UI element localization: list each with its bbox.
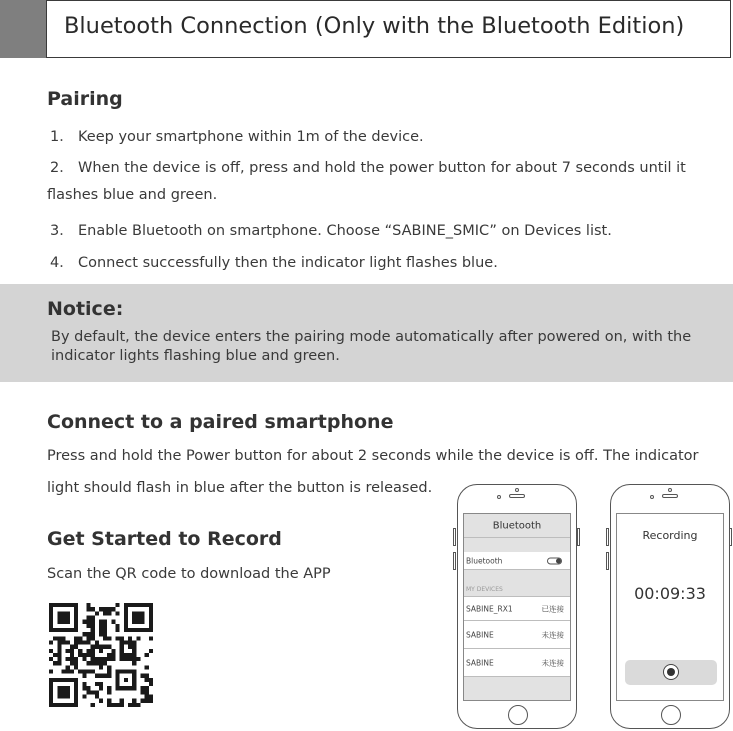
step-text: Keep your smartphone within 1m of the device.: [78, 129, 424, 145]
connect-heading: Connect to a paired smartphone: [47, 411, 394, 433]
phone-bluetooth: [457, 484, 577, 729]
screen-title-bar: [464, 514, 570, 538]
step-number: 2．: [50, 160, 74, 176]
step-text: Connect successfully then the indicator light flashes blue.: [78, 255, 498, 271]
step-number: 4．: [50, 255, 74, 271]
phone-side-button: [577, 528, 580, 546]
record-dot-icon: [667, 668, 675, 676]
screen-title: Bluetooth: [492, 520, 542, 531]
bluetooth-toggle-switch[interactable]: [547, 557, 562, 564]
qr-code: [49, 603, 153, 707]
recording-timer: 00:09:33: [634, 584, 706, 603]
connect-text-line-1: Press and hold the Power button for about 2 seconds while the device is off. The indicator: [47, 448, 699, 464]
phone-side-button: [606, 528, 609, 546]
notice-box: [0, 284, 733, 382]
device-name: SABINE_RX1: [466, 604, 513, 613]
my-devices-label: MY DEVICES: [466, 586, 503, 593]
step-text: When the device is off, press and hold the power button for about 7 seconds until it: [78, 160, 686, 176]
phone-speaker: [662, 494, 678, 498]
device-row[interactable]: [464, 649, 570, 677]
phone-side-button: [453, 528, 456, 546]
device-status: 已连接: [541, 604, 564, 613]
phone-screen: [616, 513, 724, 701]
phone-camera: [515, 488, 519, 492]
device-name: SABINE: [466, 658, 494, 667]
phone-camera: [668, 488, 672, 492]
phone-speaker: [509, 494, 525, 498]
notice-heading: Notice:: [47, 298, 124, 320]
page-title: Bluetooth Connection (Only with the Bluetooth Edition): [64, 13, 685, 39]
pairing-step-4: [50, 251, 498, 272]
home-button[interactable]: [508, 705, 528, 725]
device-status: 未连接: [541, 658, 564, 667]
step-number: 3．: [50, 223, 74, 239]
header-accent-block: [0, 0, 47, 58]
device-name: SABINE: [466, 630, 494, 639]
phone-side-button: [453, 552, 456, 570]
notice-text: By default, the device enters the pairing mode automatically after powered on, with the indicator lights flashing blue and green.: [51, 329, 692, 364]
phone-recording: [610, 484, 730, 729]
pairing-step-2-continued: flashes blue and green.: [47, 187, 218, 203]
screen-title: Recording: [642, 529, 698, 542]
device-status: 未连接: [541, 630, 564, 639]
record-control-bar: [625, 660, 717, 685]
step-text: Enable Bluetooth on smartphone. Choose “SABINE_SMIC” on Devices list.: [78, 223, 612, 239]
device-row[interactable]: [464, 621, 570, 649]
phone-side-button: [606, 552, 609, 570]
record-button[interactable]: [663, 664, 679, 680]
record-text: Scan the QR code to download the APP: [47, 566, 331, 582]
record-heading: Get Started to Record: [47, 528, 282, 550]
phone-screen: [463, 513, 571, 701]
pairing-step-1: [50, 125, 424, 146]
pairing-step-3: [50, 219, 612, 240]
step-number: 1．: [50, 129, 74, 145]
bluetooth-toggle-label: Bluetooth: [466, 556, 503, 565]
phone-sensor: [497, 495, 501, 499]
connect-text-line-2: light should flash in blue after the button is released.: [47, 480, 433, 496]
bluetooth-toggle-row[interactable]: [464, 552, 570, 570]
pairing-step-2: [50, 156, 686, 177]
pairing-heading: Pairing: [47, 88, 123, 110]
device-row[interactable]: [464, 596, 570, 621]
home-button[interactable]: [661, 705, 681, 725]
phone-sensor: [650, 495, 654, 499]
